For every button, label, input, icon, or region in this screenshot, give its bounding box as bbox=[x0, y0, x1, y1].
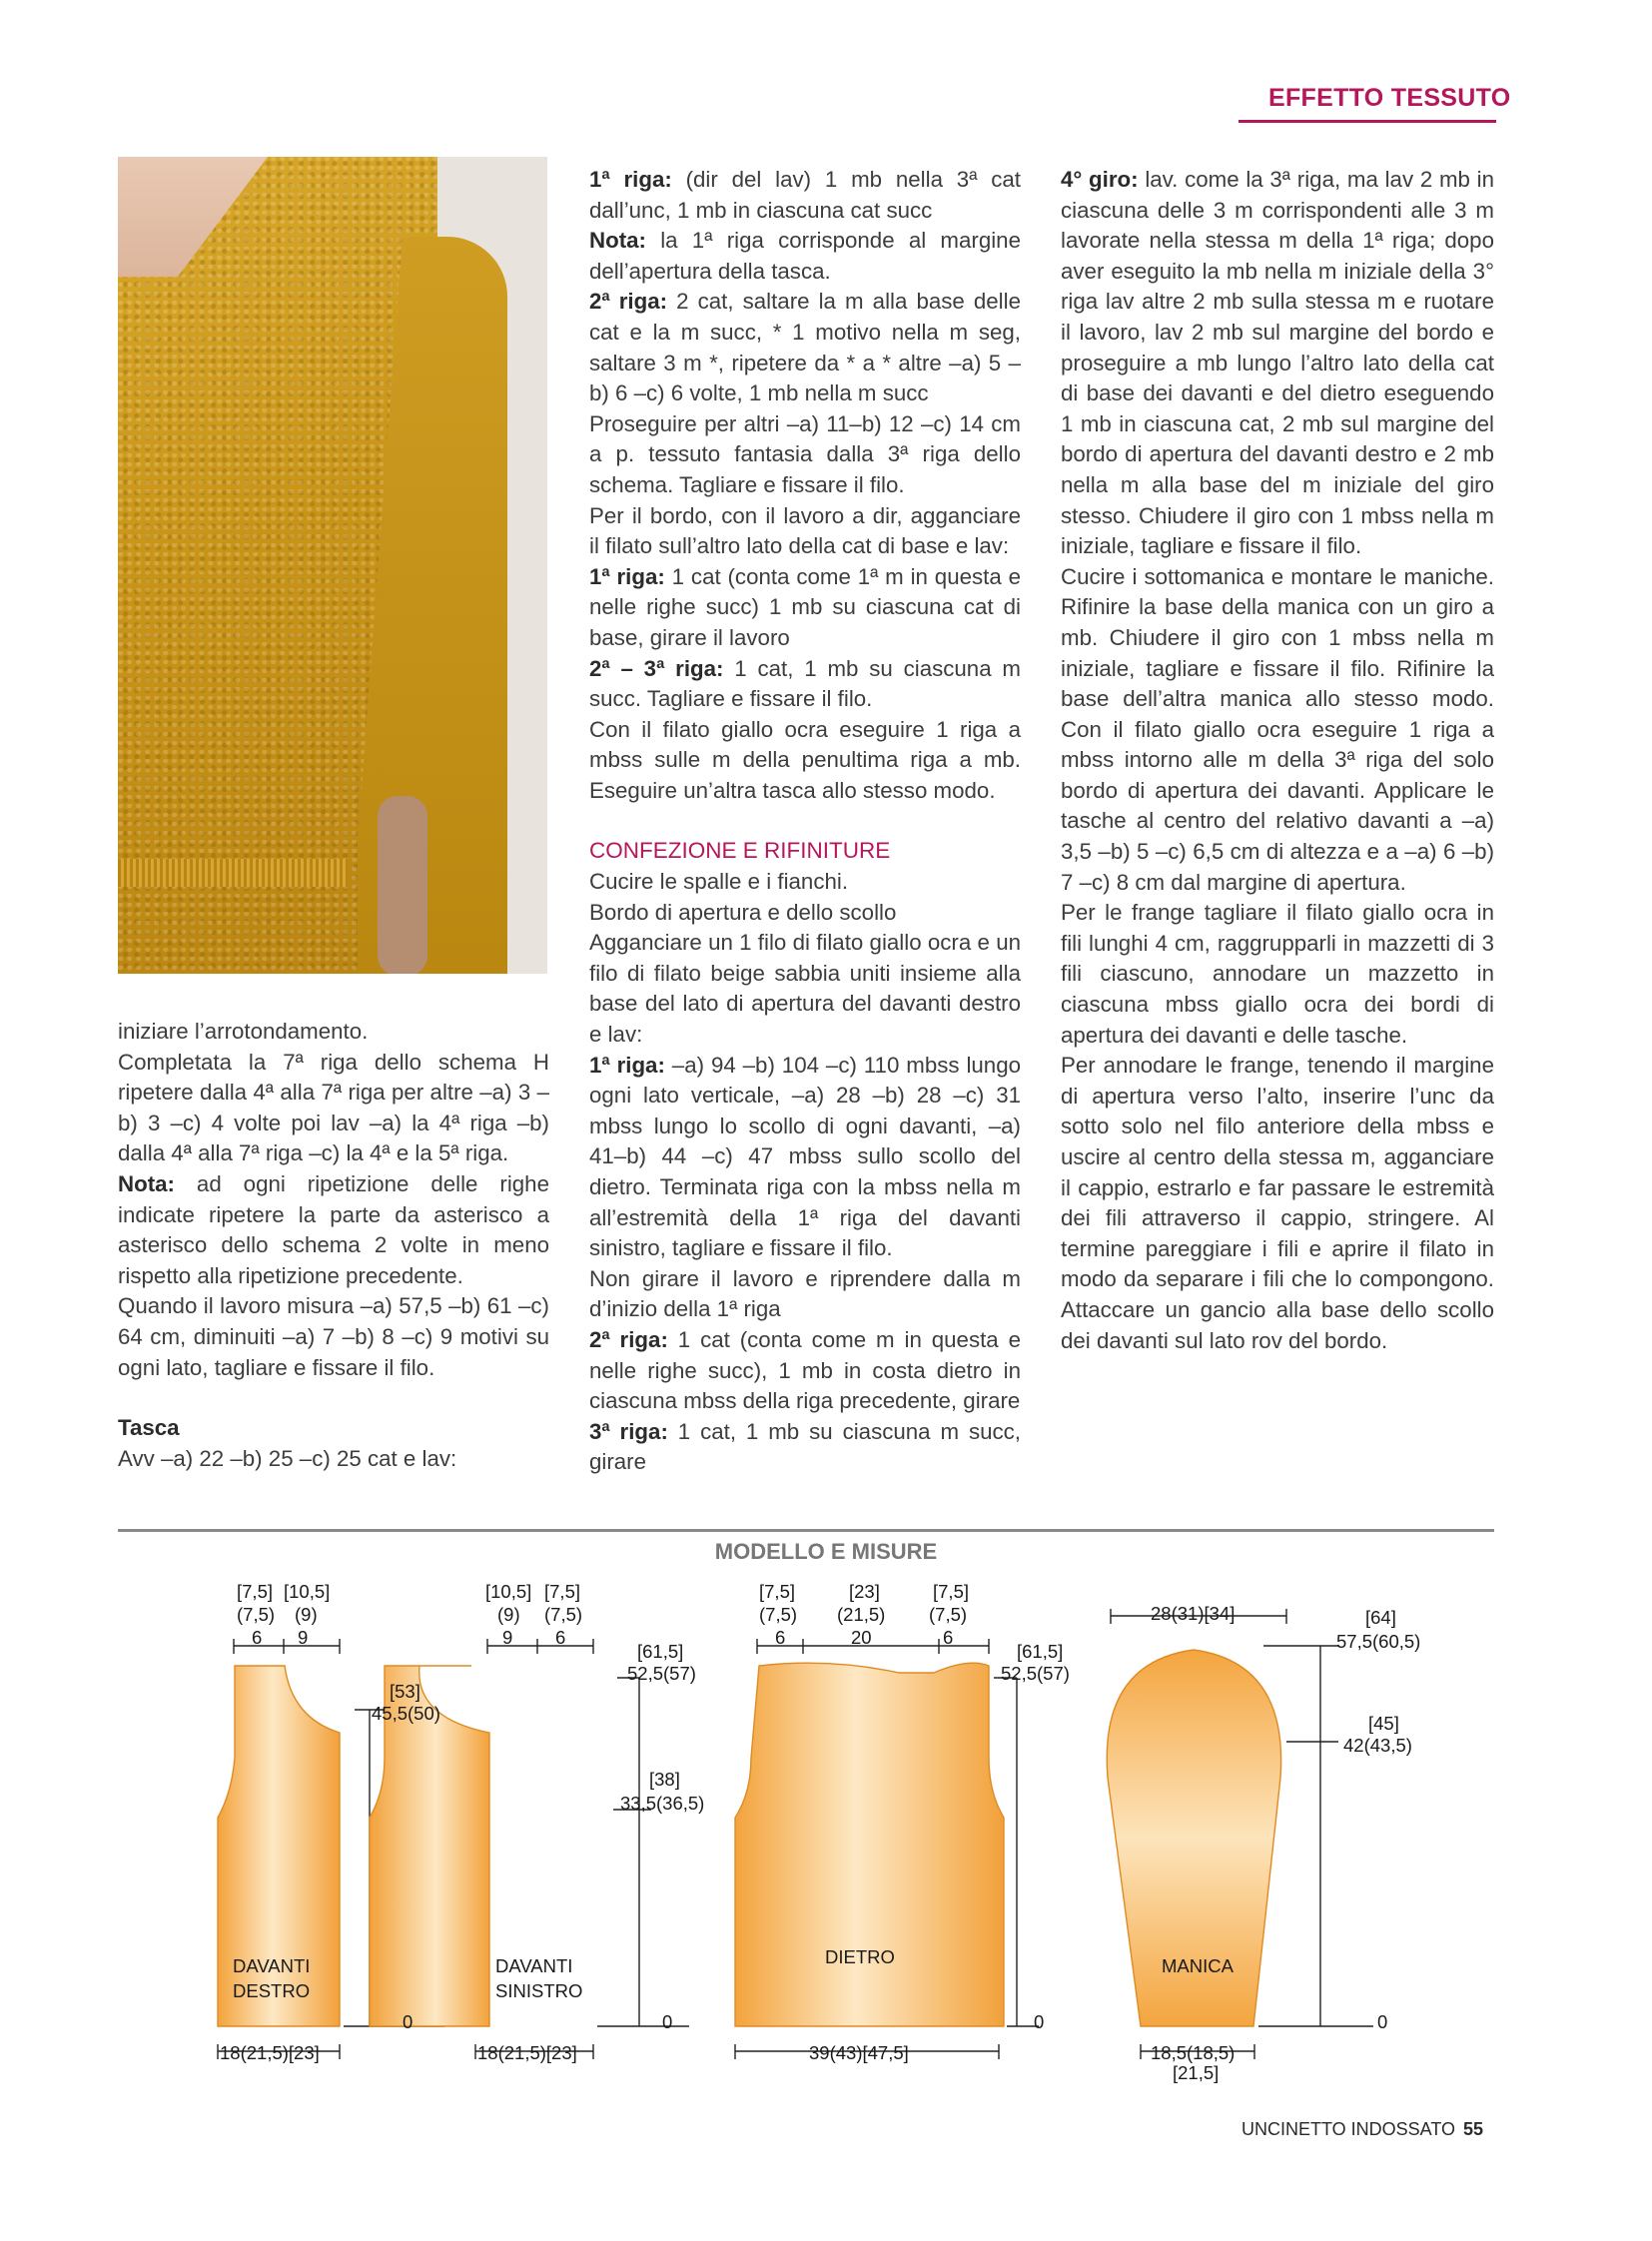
paragraph: 2ª riga: 2 cat, saltare la m alla base delle cat e la m succ, * 1 motivo nella m seg, saltare 3 m *, ripetere da * a * altre –a) 5 –b) 6 –c) 6 volte, 1 mb nella m succ bbox=[589, 289, 1021, 406]
dr-top-a1: [7,5] bbox=[237, 1581, 273, 1602]
paragraph: Non girare il lavoro e riprendere dalla m d’inizio della 1ª riga bbox=[589, 1265, 1021, 1322]
ds-height-1: [61,5] bbox=[637, 1641, 684, 1662]
ma-top: 28(31)[34] bbox=[1151, 1603, 1236, 1624]
paragraph: Per annodare le frange, tenendo il margine di apertura verso l’alto, inserire l’unc da sotto solo nel filo anteriore della mbss e uscire al centro della stessa m, agganciare il cappio, estrarlo e far passare le estremità dei fili attraverso il cappio, stringere. Al termine pareggiare i fili e aprire il filato in modo da separare i fili che lo compongono. Attaccare un gancio alla base dello scollo dei davanti sul lato rov del bordo. bbox=[1061, 1053, 1494, 1353]
pattern-diagram bbox=[0, 1558, 1652, 2097]
magazine-name: UNCINETTO INDOSSATO bbox=[1241, 2119, 1456, 2139]
di-top-2a: [23] bbox=[849, 1581, 880, 1602]
paragraph: Cucire le spalle e i fianchi. bbox=[589, 869, 849, 895]
di-top-3c: 6 bbox=[943, 1627, 954, 1648]
paragraph: 1ª riga: 1 cat (conta come 1ª m in questa e nelle righe succ) 1 mb su ciascuna cat di base, girare il lavoro bbox=[589, 563, 1021, 650]
text-column-3 bbox=[1061, 165, 1494, 1356]
dr-label-2: DESTRO bbox=[233, 1980, 311, 2001]
ds-label-1: DAVANTI bbox=[495, 1955, 573, 1976]
di-top-1c: 6 bbox=[775, 1627, 786, 1648]
dr-top-b1: [10,5] bbox=[284, 1581, 331, 1602]
paragraph: 1ª riga: (dir del lav) 1 mb nella 3ª cat dall’unc, 1 mb in ciascuna cat succ bbox=[589, 167, 1021, 223]
paragraph: 4° giro: lav. come la 3ª riga, ma lav 2 mb in ciascuna delle 3 m corrispondenti alle 3 m lavorate nella stessa m della 1ª riga; dopo aver eseguito la mb nella m iniziale della 3° riga lav altre 2 mb sulla stessa m e ruotare il lavoro, lav 2 mb sul margine del bordo e proseguire a mb lungo l’altro lato della cat di base dei davanti e del dietro eseguendo 1 mb in ciascuna cat, 2 mb sul margine del bordo di apertura del davanti destro e 2 mb nella m alla base del m iniziale del giro stesso. Chiudere il giro con 1 mbss nella m iniziale, tagliare e fissare il filo. bbox=[1061, 167, 1494, 559]
paragraph: Cucire i sottomanica e montare le maniche. Rifinire la base della manica con un giro a mb. Chiudere il giro con 1 mbss nella m iniziale, tagliare e fissare il filo. Rifinire la base dell’altra manica allo stesso modo. Con il filato giallo ocra eseguire 1 riga a mbss intorno alle m della 3ª riga del solo bordo di apertura dei davanti. Applicare le tasche al centro del relativo davanti a –a) 3,5 –b) 5 –c) 6,5 cm di altezza e a –a) 6 –b) 7 –c) 8 cm dal margine di apertura. bbox=[1061, 563, 1494, 895]
dr-top-b3: 9 bbox=[298, 1627, 309, 1648]
di-top-2c: 20 bbox=[851, 1627, 872, 1648]
ds-top-a2: (9) bbox=[497, 1604, 520, 1625]
paragraph: Completata la 7ª riga dello schema H ripetere dalla 4ª alla 7ª riga per altre –a) 3 –b) 3 –c) 4 volte poi lav –a) la 4ª riga –b) dalla 4ª alla 7ª riga –c) la 4ª e la 5ª riga. bbox=[118, 1049, 549, 1166]
paragraph: 3ª riga: 1 cat, 1 mb su ciascuna m succ, girare bbox=[589, 1418, 1021, 1475]
text-column-2 bbox=[589, 165, 1021, 1478]
dr-bottom: 18(21,5)[23] bbox=[220, 2042, 320, 2063]
di-top-1a: [7,5] bbox=[759, 1581, 795, 1602]
page-number: 55 bbox=[1463, 2119, 1484, 2139]
ds-height-2: 52,5(57) bbox=[627, 1663, 696, 1684]
paragraph: iniziare l’arrotondamento. bbox=[118, 1019, 369, 1044]
dr-top-a2: (7,5) bbox=[237, 1604, 276, 1625]
subheading-tasca: Tasca bbox=[118, 1415, 180, 1441]
dr-top-a3: 6 bbox=[252, 1627, 263, 1648]
ma-height-1: [64] bbox=[1365, 1607, 1396, 1628]
paragraph: 1ª riga: –a) 94 –b) 104 –c) 110 mbss lungo ogni lato verticale, –a) 28 –b) 28 –c) 31 mbss lungo lo scollo di ogni davanti, –a) 41–b) 44 –c) 47 mbss sullo scollo del dietro. Terminata riga con la mbss nella m all’estremità della 1ª riga del davanti sinistro, tagliare e fissare il filo. bbox=[589, 1052, 1021, 1261]
dr-height-1: [53] bbox=[390, 1681, 420, 1702]
paragraph: Con il filato giallo ocra eseguire 1 riga a mbss sulle m della penultima riga a mb. Eseguire un’altra tasca allo stesso modo. bbox=[589, 716, 1021, 803]
ds-top-b3: 6 bbox=[555, 1627, 566, 1648]
di-bottom: 39(43)[47,5] bbox=[809, 2042, 909, 2063]
page-footer bbox=[1241, 2119, 1483, 2140]
ds-top-b1: [7,5] bbox=[544, 1581, 580, 1602]
di-top-3b: (7,5) bbox=[929, 1604, 968, 1625]
diagram-divider bbox=[118, 1529, 1494, 1532]
paragraph: 2ª – 3ª riga: 1 cat, 1 mb su ciascuna m succ. Tagliare e fissare il filo. bbox=[589, 655, 1022, 712]
ma-bottom-1: 18,5(18,5) bbox=[1151, 2042, 1236, 2063]
paragraph: Quando il lavoro misura –a) 57,5 –b) 61 –c) 64 cm, diminuiti –a) 7 –b) 8 –c) 9 motivi su ogni lato, tagliare e fissare il filo. bbox=[118, 1293, 549, 1380]
paragraph: Agganciare un 1 filo di filato giallo ocra e un filo di filato beige sabbia uniti insieme alla base del lato di apertura del davanti destro e lav: bbox=[589, 930, 1021, 1048]
ma-bottom-2: [21,5] bbox=[1173, 2062, 1220, 2083]
di-label: DIETRO bbox=[825, 1946, 895, 1967]
di-top-1b: (7,5) bbox=[759, 1604, 798, 1625]
paragraph: 2ª riga: 1 cat (conta come m in questa e nelle righe succ), 1 mb in costa dietro in ciascuna mbss della riga precedente, girare bbox=[589, 1326, 1021, 1414]
sweater-photo bbox=[118, 157, 547, 974]
ma-zero: 0 bbox=[1377, 2011, 1388, 2032]
paragraph: Avv –a) 22 –b) 25 –c) 25 cat e lav: bbox=[118, 1445, 457, 1471]
ds-zero: 0 bbox=[662, 2011, 673, 2032]
section-tag-rule bbox=[1239, 120, 1496, 123]
paragraph: Per le frange tagliare il filato giallo ocra in fili lunghi 4 cm, raggrupparli in mazzetti di 3 fili ciascuno, annodare un mazzetto in ciascuna mbss giallo ocra dei bordi di apertura dei davanti e delle tasche. bbox=[1061, 900, 1494, 1048]
back-piece bbox=[735, 1663, 1004, 2026]
dr-zero: 0 bbox=[403, 2011, 413, 2032]
di-top-2b: (21,5) bbox=[837, 1604, 886, 1625]
di-zero: 0 bbox=[1034, 2011, 1045, 2032]
paragraph: Nota: ad ogni ripetizione delle righe indicate ripetere la parte da asterisco a asterisco dello schema 2 volte in meno rispetto alla ripetizione precedente. bbox=[118, 1170, 549, 1288]
paragraph: Proseguire per altri –a) 11–b) 12 –c) 14 cm a p. tessuto fantasia dalla 3ª riga dello schema. Tagliare e fissare il filo. bbox=[589, 410, 1021, 497]
paragraph: Per il bordo, con il lavoro a dir, agganciare il filato sull’altro lato della cat di base e lav: bbox=[589, 502, 1021, 559]
ds-label-2: SINISTRO bbox=[495, 1980, 583, 2001]
di-top-3a: [7,5] bbox=[933, 1581, 969, 1602]
di-height-1: [61,5] bbox=[1017, 1641, 1064, 1662]
ds-top-a1: [10,5] bbox=[485, 1581, 532, 1602]
ds-arm-1: [38] bbox=[649, 1769, 680, 1790]
dr-height-2: 45,5(50) bbox=[372, 1703, 440, 1724]
section-tag: EFFETTO TESSUTO bbox=[1268, 84, 1511, 112]
ds-arm-2: 33,5(36,5) bbox=[620, 1793, 705, 1814]
diagram-title: MODELLO E MISURE bbox=[714, 1539, 938, 1564]
ma-label: MANICA bbox=[1162, 1955, 1234, 1976]
dr-label-1: DAVANTI bbox=[233, 1955, 311, 1976]
paragraph: Bordo di apertura e dello scollo bbox=[589, 899, 897, 925]
dr-top-b2: (9) bbox=[295, 1604, 318, 1625]
paragraph: Nota: la 1ª riga corrisponde al margine dell’apertura della tasca. bbox=[589, 228, 1021, 284]
ds-top-a3: 9 bbox=[502, 1627, 513, 1648]
ds-top-b2: (7,5) bbox=[544, 1604, 583, 1625]
ma-width-1: [45] bbox=[1368, 1713, 1399, 1734]
ds-bottom: 18(21,5)[23] bbox=[477, 2042, 577, 2063]
ma-height-2: 57,5(60,5) bbox=[1336, 1631, 1421, 1652]
di-height-2: 52,5(57) bbox=[1001, 1663, 1070, 1684]
section-heading-confezione: CONFEZIONE E RIFINITURE bbox=[589, 838, 891, 864]
text-column-1 bbox=[118, 1017, 549, 1474]
ma-width-2: 42(43,5) bbox=[1343, 1735, 1412, 1756]
